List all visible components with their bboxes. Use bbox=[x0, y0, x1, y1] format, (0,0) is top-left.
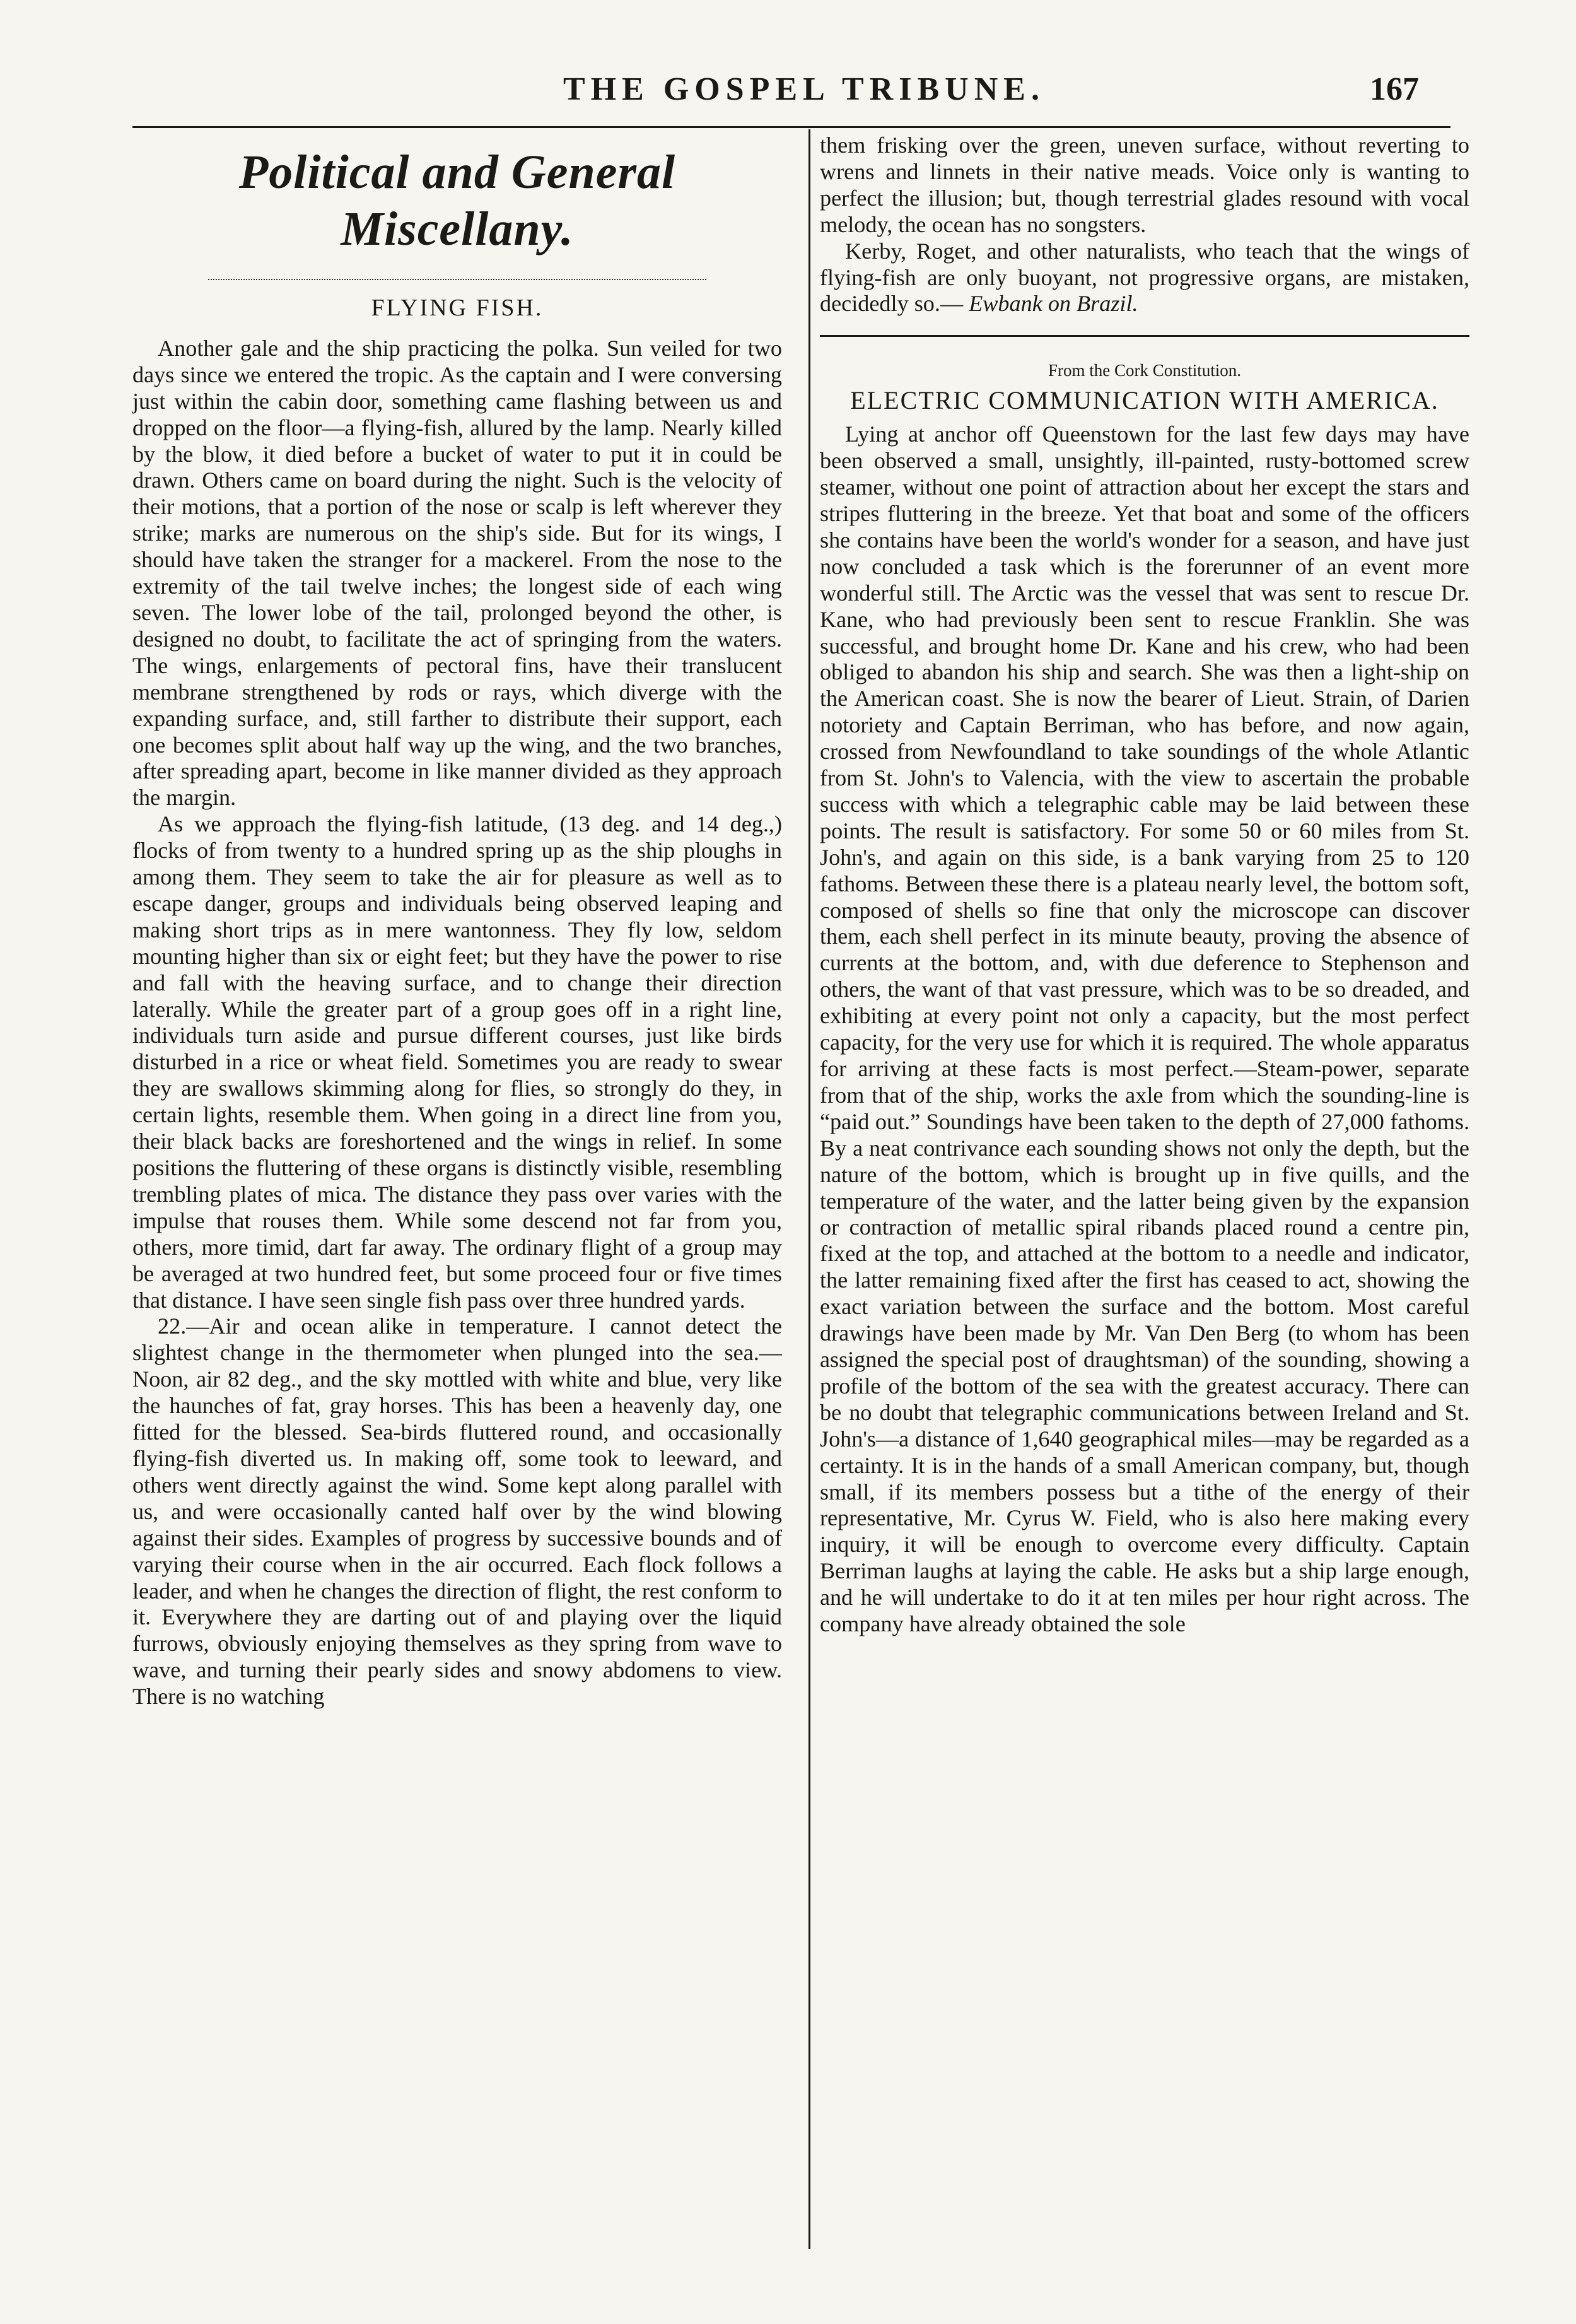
running-title: THE GOSPEL TRIBUNE. bbox=[563, 71, 1045, 107]
paragraph: As we approach the flying-fish latitude, (13 deg. and 14 deg.,) flocks of from twenty to a hundred spring up as the ship ploughs in among them. They seem to take the air for pleasure as well as to escape danger, groups and individuals being observed leaping and making short trips as in mere wantonness. They fly low, seldom mounting higher than six or eight feet; but they have the power to rise and fall with the heaving surface, and to change their direction laterally. While the greater part of a group goes off in a right line, individuals turn aside and pursue different courses, just like birds disturbed in a rice or wheat field. Sometimes you are ready to swear they are swallows skimming along for flies, so strongly do they, in certain lights, resemble them. When going in a direct line from you, their black backs are foreshortened and the wings in relief. In some positions the fluttering of these organs is distinctly visible, resembling trembling plates of mica. The distance they pass over varies with the impulse that rouses them. While some descend not far from you, others, more timid, dart far away. The ordinary flight of a group may be averaged at two hundred feet, but some proceed four or five times that distance. I have seen single fish pass over three hundred yards. bbox=[132, 811, 782, 1313]
running-head bbox=[189, 71, 1419, 121]
page-number: 167 bbox=[1370, 71, 1419, 107]
article-separator bbox=[820, 335, 1469, 337]
column-divider bbox=[808, 129, 810, 2249]
article-title-flying-fish: FLYING FISH. bbox=[371, 295, 544, 321]
attribution: Ewbank on Brazil. bbox=[969, 291, 1138, 317]
header-rule bbox=[132, 126, 1451, 128]
closing-text: Kerby, Roget, and other naturalists, who teach that the wings of flying-fish are only buoyant, not progressive organs, are mistaken, decidedly so.— bbox=[820, 238, 1469, 317]
right-column bbox=[820, 132, 1469, 1638]
paragraph: Lying at anchor off Queenstown for the last few days may have been observed a small, unsightly, ill-painted, rusty-bottomed screw steamer, without one point of attraction about her except the stars and stripes fluttering in the breeze. Yet that boat and some of the officers she contains have been the world's wonder for a season, and have just now concluded a task which is the forerunner of an event more wonderful still. The Arctic was the vessel that was sent to rescue Dr. Kane, who had previously been sent to rescue Franklin. She was successful, and brought home Dr. Kane and his crew, who had been obliged to abandon his ship and search. She was then a light-ship on the American coast. She is now the bearer of Lieut. Strain, of Darien notoriety and Captain Berriman, who has before, and now again, crossed from Newfoundland to take soundings of the whole Atlantic from St. John's to Valencia, with the view to ascertain the probable success with which a telegraphic cable may be laid between these points. The result is satisfactory. For some 50 or 60 miles from St. John's, and again on this side, is a bank varying from 25 to 120 fathoms. Between these there is a plateau nearly level, the bottom soft, composed of shells so fine that only the microscope can discover them, each shell perfect in its minute beauty, proving the absence of currents at the bottom, and, with due deference to Stephenson and others, the want of that vast pressure, which was to be so dreaded, and exhibiting at every point not only a capacity, but the most perfect capacity, for the very use for which it is required. The whole apparatus for arriving at these facts is most perfect.—Steam-power, separate from that of the ship, works the axle from which the sounding-line is “paid out.” Soundings have been taken to the depth of 27,000 fathoms. By a neat contrivance each sounding shows not only the depth, but the nature of the bottom, which is brought up in five quills, and the temperature of the water, and the latter being given by the expansion or contraction of metallic spiral ribands placed round a centre pin, fixed at the top, and attached at the bottom to a needle and indicator, the latter remaining fixed after the first has ceased to act, showing the exact variation between the surface and the bottom. Most careful drawings have been made by Mr. Van Den Berg (to whom has been assigned the special post of draughtsman) of the sounding, showing a profile of the bottom of the sea with the greatest accuracy. There can be no doubt that telegraphic communications between Ireland and St. John's—a distance of 1,640 geographical miles—may be regarded as a certainty. It is in the hands of a small American company, but, though small, if its members possess but a tithe of the energy of their representative, Mr. Cyrus W. Field, who is also here making every inquiry, it will be enough to overcome every difficulty. Captain Berriman laughs at laying the cable. He asks but a ship large enough, and he will undertake to do it at ten miles per hour right across. The company have already obtained the sole bbox=[820, 421, 1469, 1637]
ornamental-rule bbox=[208, 270, 706, 280]
continuation-paragraph: them frisking over the green, uneven surface, without reverting to wrens and linnets in their native meads. Voice only is wanting to perfect the illusion; but, though terrestrial glades resound with vocal melody, the ocean has no songsters. bbox=[820, 132, 1469, 237]
paragraph: Another gale and the ship practicing the polka. Sun veiled for two days since we entered the tropic. As the captain and I were conversing just within the cabin door, something came flashing between us and dropped on the floor—a flying-fish, allured by the lamp. Nearly killed by the blow, it died before a bucket of water to put it in could be drawn. Others came on board during the night. Such is the velocity of their motions, that a portion of the nose or scalp is left wherever they strike; marks are numerous on the ship's side. But for its wings, I should have taken the stranger for a mackerel. From the nose to the extremity of the tail twelve inches; the longest side of each wing seven. The lower lobe of the tail, prolonged beyond the other, is designed no doubt, to facilitate the act of springing from the waters. The wings, enlargements of pectoral fins, have their translucent membrane strengthened by rods or rays, which diverge with the expanding surface, and, still farther to distribute their support, each one becomes split about half way up the wing, and the two branches, after spreading apart, become in like manner divided as they approach the margin. bbox=[132, 335, 782, 811]
section-title: Political and General Miscellany. bbox=[238, 146, 676, 255]
article-title-electric: ELECTRIC COMMUNICATION WITH AMERICA. bbox=[850, 386, 1439, 415]
left-column bbox=[132, 132, 782, 1710]
source-line: From the Cork Constitution. bbox=[1048, 361, 1242, 380]
paragraph: 22.—Air and ocean alike in temperature. I cannot detect the slightest change in the thermometer when plunged into the sea.—Noon, air 82 deg., and the sky mottled with white and blue, very like the haunches of fat, gray horses. This has been a heavenly day, one fitted for the blessed. Sea-birds fluttered round, and occasionally flying-fish diverted us. In making off, some took to leeward, and others went directly against the wind. Some kept along parallel with us, and were occasionally canted half over by the wind blowing against their sides. Examples of progress by successive bounds and of varying their course when in the air occurred. Each flock follows a leader, and when he changes the direction of flight, the rest conform to it. Everywhere they are darting out of and playing over the liquid furrows, obviously enjoying themselves as they spring from wave to wave, and turning their pearly sides and snowy abdomens to view. There is no watching bbox=[132, 1313, 782, 1710]
paragraph bbox=[820, 238, 1469, 318]
